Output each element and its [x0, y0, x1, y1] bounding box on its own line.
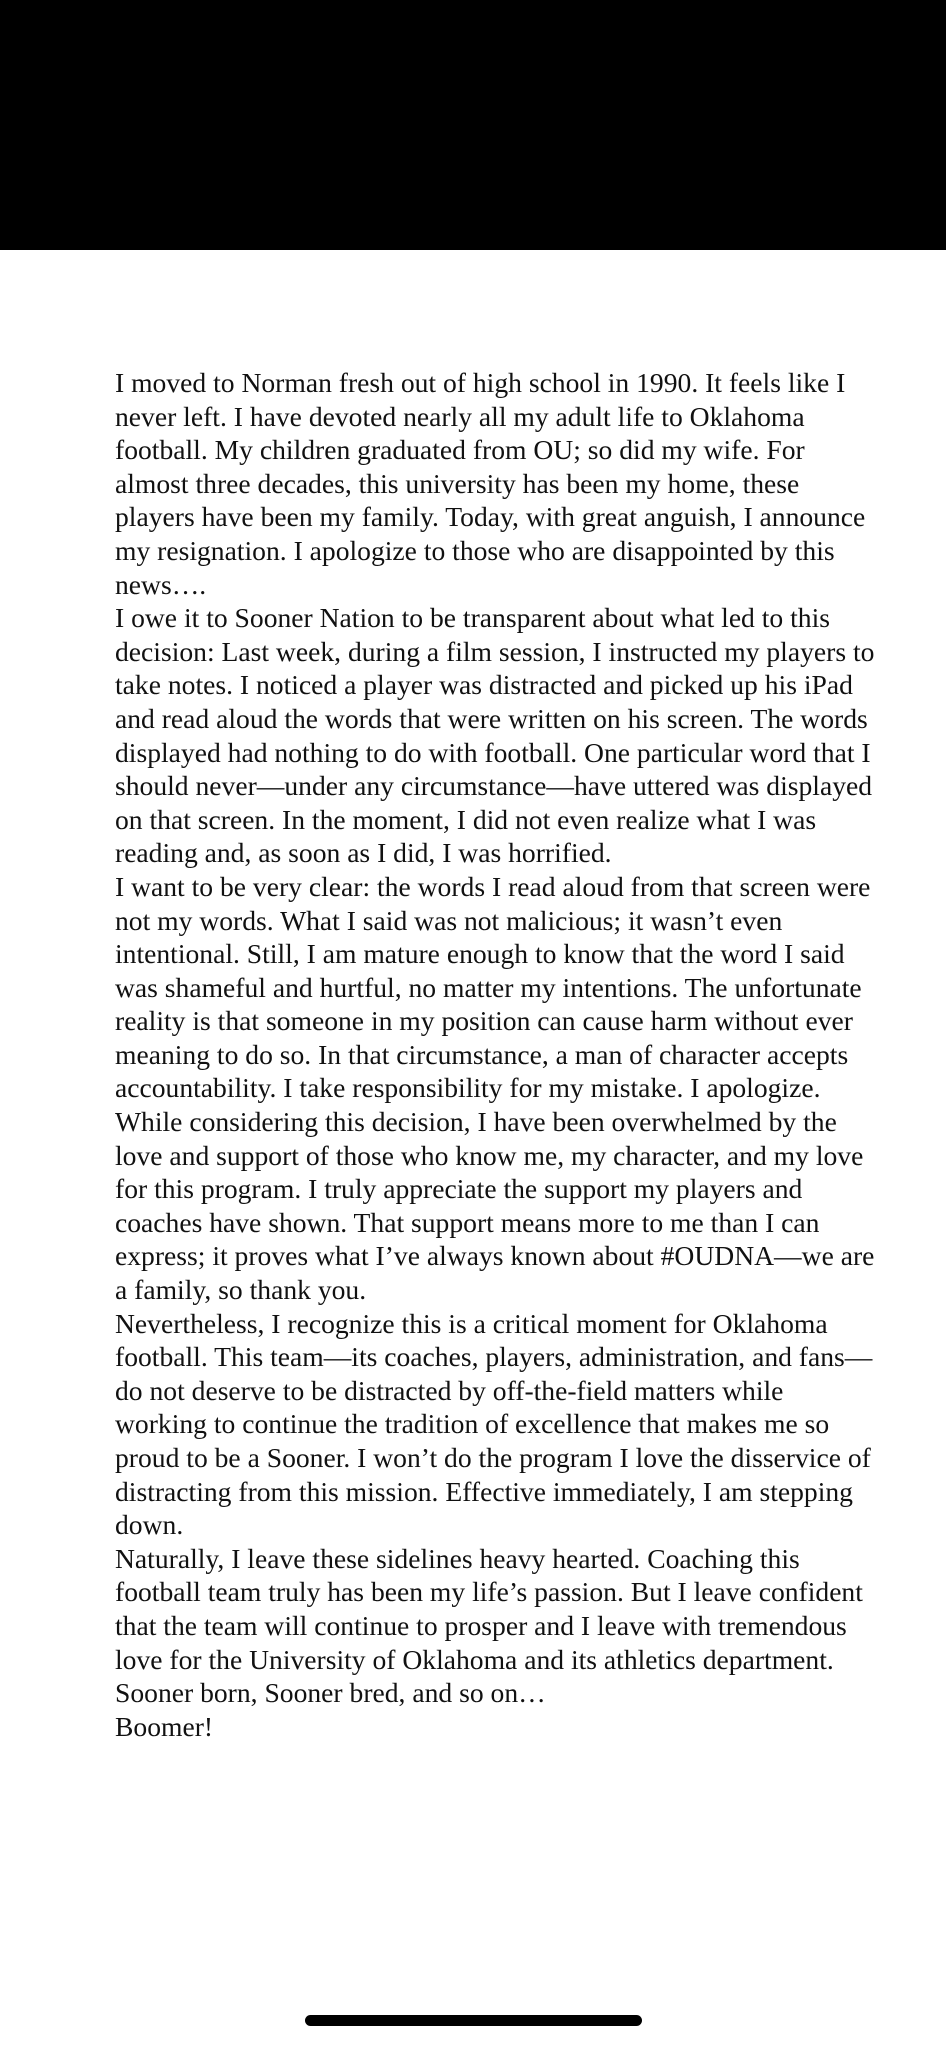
statement-paragraph: Nevertheless, I recognize this is a critical moment for Oklahoma football. This team—its coaches, players, administration, and fans—do not deserve to be distracted by off-the-field matters while working to continue the tradition of excellence that makes me so proud to be a Sooner. I won’t do the program I love the disservice of distracting from this mission. Effective immediately, I am stepping down.: [115, 1307, 873, 1541]
home-indicator-bar[interactable]: [305, 2015, 642, 2026]
statement-document: [115, 366, 875, 1743]
statement-paragraph: I want to be very clear: the words I read aloud from that screen were not my words. What I said was not malicious; it wasn’t even intentional. Still, I am mature enough to know that the word I said was shameful and hurtful, no matter my intentions. The unfortunate reality is that someone in my position can cause harm without ever meaning to do so. In that circumstance, a man of character accepts accountability. I take responsibility for my mistake. I apologize.: [115, 870, 871, 1104]
statement-paragraph: I owe it to Sooner Nation to be transparent about what led to this decision: Last week, during a film session, I instructed my players to take notes. I noticed a player was distracted and picked up his iPad and read aloud the words that were written on his screen. The words displayed had nothing to do with football. One particular word that I should never—under any circumstance—have uttered was displayed on that screen. In the moment, I did not even realize what I was reading and, as soon as I did, I was horrified.: [115, 602, 875, 869]
statement-paragraph: I moved to Norman fresh out of high school in 1990. It feels like I never left. I have devoted nearly all my adult life to Oklahoma football. My children graduated from OU; so did my wife. For almost three decades, this university has been my home, these players have been my family. Today, with great anguish, I announce my resignation. I apologize to those who are disappointed by this news….: [115, 367, 866, 600]
statement-closing: Boomer!: [115, 1710, 214, 1742]
top-black-bar: [0, 0, 946, 250]
statement-paragraph: While considering this decision, I have been overwhelmed by the love and support of those who know me, my character, and my love for this program. I truly appreciate the support my players and coaches have shown. That support means more to me than I can express; it proves what I’ve always known about #OUDNA—we are a family, so thank you.: [115, 1106, 875, 1306]
statement-paragraph: Naturally, I leave these sidelines heavy hearted. Coaching this football team truly has been my life’s passion. But I leave confident that the team will continue to prosper and I leave with tremendous love for the University of Oklahoma and its athletics department. Sooner born, Sooner bred, and so on…: [115, 1542, 863, 1709]
